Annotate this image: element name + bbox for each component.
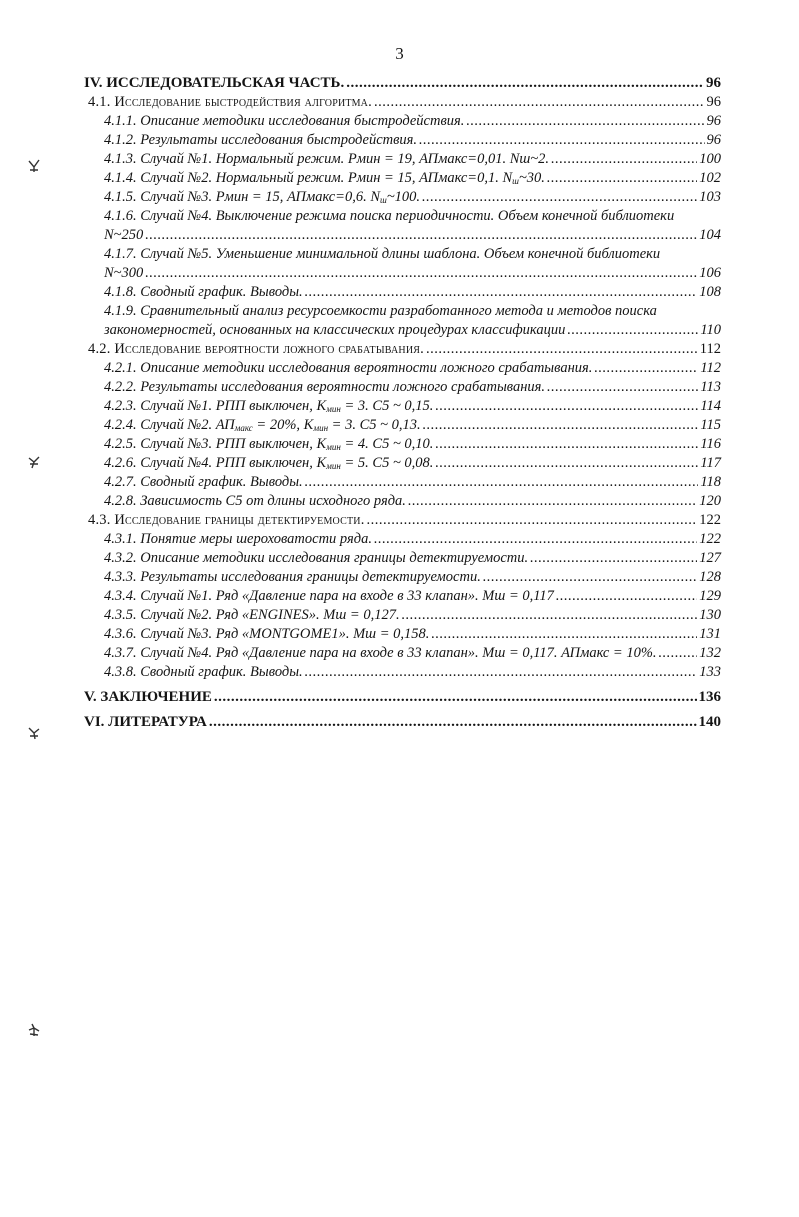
toc-section-4-1 xyxy=(84,93,721,112)
toc-label: 4.3.2. Описание методики исследования границы детектируемости. xyxy=(104,550,529,566)
toc-page: 128 xyxy=(699,569,721,585)
dot-leader xyxy=(402,606,698,625)
toc-label: 4.3.4. Случай №1. Ряд «Давление пара на входе в 33 клапан». Мш = 0,117 xyxy=(104,588,554,604)
dot-leader xyxy=(422,188,697,207)
toc-label: 4.1.3. Случай №1. Нормальный режим. Рмин = 19, АПмакс=0,01. Nш~2. xyxy=(104,151,550,167)
toc-page: 100 xyxy=(699,151,721,167)
dot-leader xyxy=(423,416,699,435)
dot-leader xyxy=(426,340,698,359)
dot-leader xyxy=(435,454,698,473)
dot-leader xyxy=(547,378,698,397)
toc-label: 4.3.3. Результаты исследования границы детектируемости. xyxy=(104,569,481,585)
toc-page: 129 xyxy=(699,588,721,604)
toc-label: 4.1. Исследование быстродействия алгоритма. xyxy=(88,94,372,110)
toc-page: 102 xyxy=(699,170,721,186)
toc-section-4-3-5 xyxy=(84,606,721,625)
toc-page: 117 xyxy=(700,455,721,471)
toc-section-4-3-7 xyxy=(84,644,721,663)
toc-page: 110 xyxy=(700,322,721,338)
dot-leader xyxy=(374,530,697,549)
toc-label-line2: закономерностей, основанных на классических процедурах классификации xyxy=(104,322,566,338)
toc-page: 136 xyxy=(698,689,721,705)
toc-label-line2-row xyxy=(104,321,721,340)
toc-section-4-1-4 xyxy=(84,169,721,188)
toc-label-line1: 4.1.9. Сравнительный анализ ресурсоемкости разработанного метода и методов поиска xyxy=(104,303,657,319)
toc-page: 116 xyxy=(700,436,721,452)
toc-label: 4.1.4. Случай №2. Нормальный режим. Рмин = 15, АПмакс=0,1. $N_ш\sim 30$. xyxy=(104,170,545,186)
toc-section-4-2-4 xyxy=(84,416,721,435)
toc-label: 4.1.5. Случай №3. Рмин = 15, АПмакс=0,6. $N_ш\sim 100$. xyxy=(104,189,421,205)
toc-page: 122 xyxy=(699,531,721,547)
toc-section-4-1-9 xyxy=(84,302,721,340)
toc-section-4-1-2 xyxy=(84,131,721,150)
toc-label: 4.1.8. Сводный график. Выводы. xyxy=(104,284,303,300)
toc-label-line2-row xyxy=(104,264,721,283)
toc-label: 4.2. Исследование вероятности ложного срабатывания. xyxy=(88,341,424,357)
toc-section-4-1-5 xyxy=(84,188,721,207)
table-of-contents xyxy=(84,74,721,732)
toc-page: 104 xyxy=(699,227,721,243)
toc-page: 103 xyxy=(699,189,721,205)
toc-label: 4.3.8. Сводный график. Выводы. xyxy=(104,664,303,680)
toc-label: 4.2.8. Зависимость C5 от длины исходного ряда. xyxy=(104,493,406,509)
toc-section-4-2-5 xyxy=(84,435,721,454)
dot-leader xyxy=(483,568,697,587)
dot-leader xyxy=(567,321,698,340)
dot-leader xyxy=(145,226,697,245)
toc-label: 4.3. Исследование границы детектируемости. xyxy=(88,512,365,528)
toc-label: 4.2.6. Случай №4. РПП выключен, $K_{мин} = 5$. C5 ~ 0,08. xyxy=(104,455,434,471)
binding-mark-icon xyxy=(26,454,42,470)
page-number: 3 xyxy=(395,44,404,63)
toc-label-line2: N~250 xyxy=(104,227,144,243)
dot-leader xyxy=(419,131,704,150)
toc-page: 118 xyxy=(700,474,721,490)
toc-label-line2-row xyxy=(104,226,721,245)
dot-leader xyxy=(551,150,697,169)
toc-section-v xyxy=(84,688,721,707)
dot-leader xyxy=(435,397,698,416)
toc-section-4-3-4 xyxy=(84,587,721,606)
toc-section-4-1-3 xyxy=(84,150,721,169)
dot-leader xyxy=(408,492,697,511)
dot-leader xyxy=(435,435,698,454)
dot-leader xyxy=(594,359,698,378)
toc-label: 4.3.1. Понятие меры шероховатости ряда. xyxy=(104,531,372,547)
toc-label-line1: 4.1.6. Случай №4. Выключение режима поиска периодичности. Объем конечной библиотеки xyxy=(104,208,675,224)
toc-label: 4.2.5. Случай №3. РПП выключен, $K_{мин} = 4$. C5 ~ 0,10. xyxy=(104,436,434,452)
toc-label: 4.2.3. Случай №1. РПП выключен, $K_{мин} = 3$. C5 ~ 0,15. xyxy=(104,398,434,414)
toc-section-4-3-8 xyxy=(84,663,721,682)
toc-section-4-3-2 xyxy=(84,549,721,568)
toc-page: 113 xyxy=(700,379,721,395)
toc-page: 133 xyxy=(699,664,721,680)
toc-section-4-1-8 xyxy=(84,283,721,302)
toc-section-4-2-6 xyxy=(84,454,721,473)
binding-mark-icon xyxy=(26,1022,42,1038)
dot-leader xyxy=(346,74,704,93)
dot-leader xyxy=(305,283,698,302)
dot-leader xyxy=(305,663,698,682)
binding-mark-icon xyxy=(26,725,42,741)
toc-label: 4.2.7. Сводный график. Выводы. xyxy=(104,474,303,490)
toc-label: 4.3.6. Случай №3. Ряд «MONTGOME1». Мш = 0,158. xyxy=(104,626,430,642)
toc-label-line1: 4.1.7. Случай №5. Уменьшение минимальной длины шаблона. Объем конечной библиотеки xyxy=(104,246,661,262)
toc-label: 4.1.1. Описание методики исследования быстродействия. xyxy=(104,113,465,129)
toc-page: 96 xyxy=(706,94,721,110)
toc-section-4-3-3 xyxy=(84,568,721,587)
toc-section-4-2-3 xyxy=(84,397,721,416)
toc-section-4-2-7 xyxy=(84,473,721,492)
toc-label: IV. ИССЛЕДОВАТЕЛЬСКАЯ ЧАСТЬ. xyxy=(84,75,345,91)
toc-label: VI. ЛИТЕРАТУРА xyxy=(84,714,207,730)
toc-section-4-2-1 xyxy=(84,359,721,378)
dot-leader xyxy=(547,169,697,188)
toc-label: 4.2.2. Результаты исследования вероятности ложного срабатывания. xyxy=(104,379,546,395)
dot-leader xyxy=(466,112,704,131)
toc-label: 4.2.1. Описание методики исследования вероятности ложного срабатывания. xyxy=(104,360,593,376)
toc-page: 106 xyxy=(699,265,721,281)
binding-mark-icon xyxy=(26,158,42,174)
toc-label: 4.3.5. Случай №2. Ряд «ENGINES». Мш = 0,127. xyxy=(104,607,400,623)
toc-label: V. ЗАКЛЮЧЕНИЕ xyxy=(84,689,212,705)
toc-section-4-1-7 xyxy=(84,245,721,283)
toc-page: 114 xyxy=(700,398,721,414)
toc-section-vi xyxy=(84,713,721,732)
toc-page: 122 xyxy=(699,512,721,528)
toc-page: 115 xyxy=(700,417,721,433)
dot-leader xyxy=(214,688,697,707)
toc-section-4-1-1 xyxy=(84,112,721,131)
toc-page: 140 xyxy=(698,714,721,730)
toc-section-4-3-6 xyxy=(84,625,721,644)
toc-section-iv xyxy=(84,74,721,93)
dot-leader xyxy=(305,473,699,492)
toc-page: 96 xyxy=(706,75,721,91)
toc-section-4-3-1 xyxy=(84,530,721,549)
toc-page: 96 xyxy=(706,132,721,148)
toc-label: 4.3.7. Случай №4. Ряд «Давление пара на входе в 33 клапан». Мш = 0,117. АПмакс = 10%. xyxy=(104,645,657,661)
dot-leader xyxy=(367,511,698,530)
toc-section-4-2-2 xyxy=(84,378,721,397)
toc-page: 108 xyxy=(699,284,721,300)
toc-page: 132 xyxy=(699,645,721,661)
toc-section-4-3 xyxy=(84,511,721,530)
dot-leader xyxy=(145,264,697,283)
toc-label: 4.1.2. Результаты исследования быстродействия. xyxy=(104,132,418,148)
dot-leader xyxy=(530,549,697,568)
toc-page: 112 xyxy=(699,341,721,357)
toc-section-4-1-6 xyxy=(84,207,721,245)
dot-leader xyxy=(431,625,697,644)
toc-label: 4.2.4. Случай №2. $АП_{макс} = 20\%$, $K_{мин} = 3$. C5 ~ 0,13. xyxy=(104,417,421,433)
dot-leader xyxy=(659,644,698,663)
toc-page: 130 xyxy=(699,607,721,623)
toc-page: 131 xyxy=(699,626,721,642)
toc-page: 96 xyxy=(706,113,721,129)
toc-page: 120 xyxy=(699,493,721,509)
dot-leader xyxy=(556,587,697,606)
toc-section-4-2 xyxy=(84,340,721,359)
toc-page: 127 xyxy=(699,550,721,566)
toc-section-4-2-8 xyxy=(84,492,721,511)
toc-page: 112 xyxy=(700,360,721,376)
toc-label-line2: N~300 xyxy=(104,265,144,281)
dot-leader xyxy=(209,713,697,732)
dot-leader xyxy=(374,93,705,112)
